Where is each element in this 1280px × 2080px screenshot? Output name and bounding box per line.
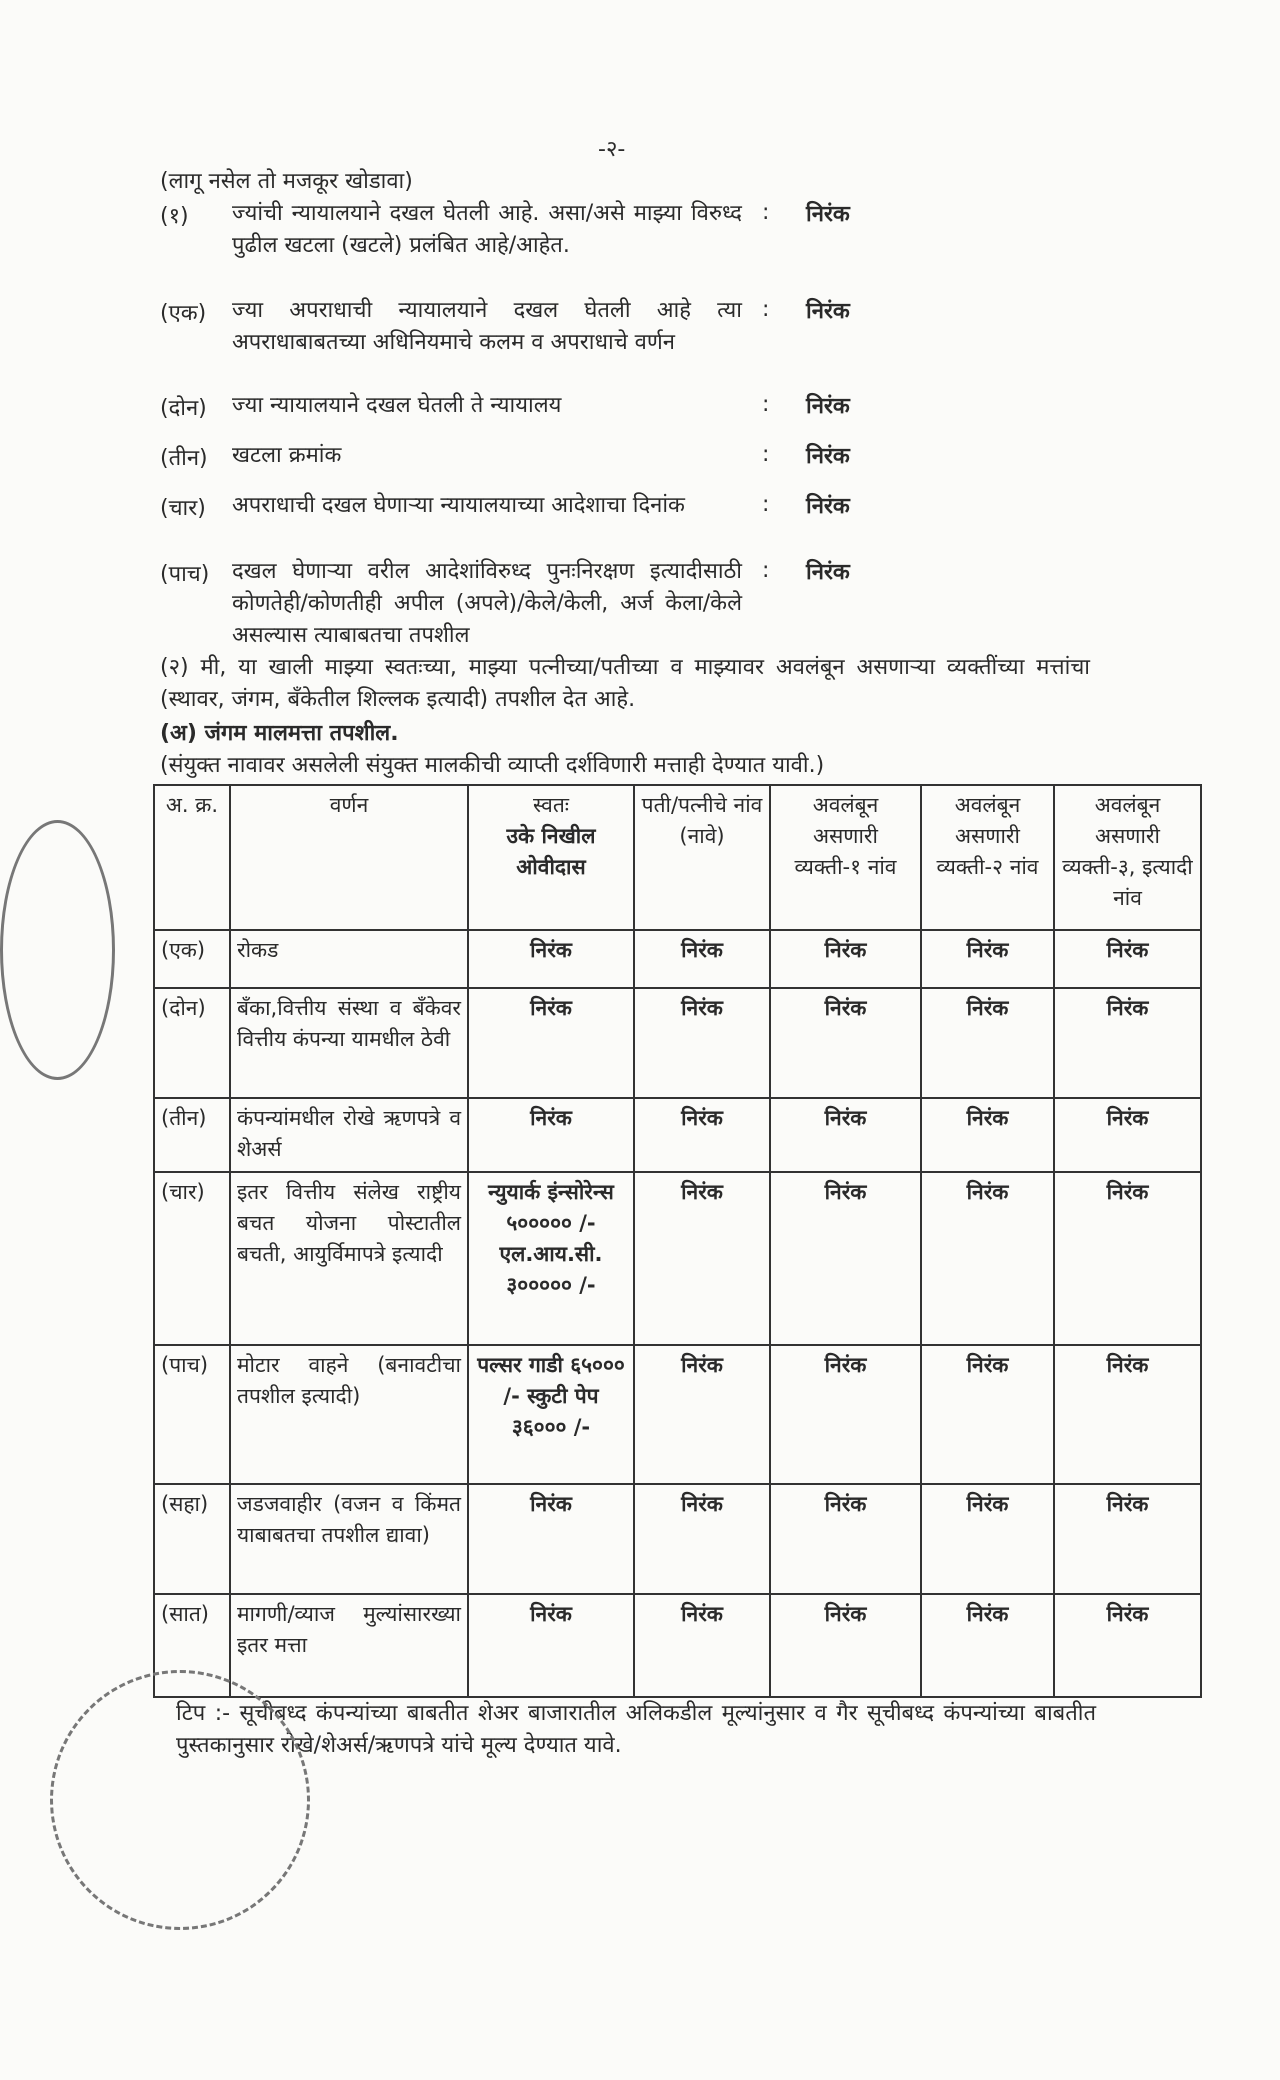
item-label: (१): [160, 204, 189, 229]
cell-dep2: निरंक: [921, 1345, 1054, 1484]
cell-dep3: निरंक: [1054, 930, 1201, 988]
table-row: [154, 1484, 1201, 1594]
cell-dep2: निरंक: [921, 1098, 1054, 1172]
cell-desc: रोकड: [230, 930, 468, 988]
cell-spouse: निरंक: [634, 930, 770, 988]
item-label: (पाच): [160, 562, 210, 587]
item-value: निरंक: [806, 494, 850, 519]
cell-self: न्युयार्क इंन्सोरेन्स ५००००० /- एल.आय.सी. ३००००० /-: [468, 1172, 634, 1345]
cell-dep1: निरंक: [770, 1484, 921, 1594]
header-self: [468, 785, 634, 930]
cell-self: निरंक: [468, 1098, 634, 1172]
paragraph-2: (२) मी, या खाली माझ्या स्वतःच्या, माझ्या पत्नीच्या/पतीच्या व माझ्यावर अवलंबून असणाऱ्या व्यक्तींच्या मत्तांचा (स्थावर, जंगम, बँकेतील शिल्लक इत्यादी) तपशील देत आहे.: [160, 655, 1090, 712]
cell-spouse: निरंक: [634, 1098, 770, 1172]
cell-desc: इतर वित्तीय संलेख राष्ट्रीय बचत योजना पोस्टातील बचती, आयुर्विमापत्रे इत्यादी: [230, 1172, 468, 1345]
cell-self: निरंक: [468, 988, 634, 1098]
movable-assets-table: [153, 784, 1202, 1698]
cell-sr: (दोन): [154, 988, 230, 1098]
cell-sr: (चार): [154, 1172, 230, 1345]
cell-dep3: निरंक: [1054, 1098, 1201, 1172]
colon: :: [762, 200, 770, 225]
item-label: (चार): [160, 496, 206, 521]
cell-sr: (सात): [154, 1594, 230, 1697]
cell-sr: (एक): [154, 930, 230, 988]
header-desc: वर्णन: [230, 785, 468, 930]
colon: :: [762, 392, 770, 417]
cell-self: निरंक: [468, 1484, 634, 1594]
cell-desc: कंपन्यांमधील रोखे ऋणपत्रे व शेअर्स: [230, 1098, 468, 1172]
item-value: निरंक: [806, 202, 850, 227]
cell-spouse: निरंक: [634, 988, 770, 1098]
cell-spouse: निरंक: [634, 1594, 770, 1697]
table-row: [154, 1345, 1201, 1484]
cell-dep2: निरंक: [921, 930, 1054, 988]
cell-dep3: निरंक: [1054, 1484, 1201, 1594]
header-spouse: पती/पत्नीचे नांव (नावे): [634, 785, 770, 930]
cell-dep1: निरंक: [770, 1345, 921, 1484]
cell-spouse: निरंक: [634, 1172, 770, 1345]
table-row: [154, 1172, 1201, 1345]
cell-sr: (तीन): [154, 1098, 230, 1172]
cell-desc: जडजवाहीर (वजन व किंमत याबाबतचा तपशील द्यावा): [230, 1484, 468, 1594]
cell-dep3: निरंक: [1054, 1594, 1201, 1697]
item-label: (दोन): [160, 396, 207, 421]
cell-desc: बँका,वित्तीय संस्था व बँकेवर वित्तीय कंपन्या यामधील ठेवी: [230, 988, 468, 1098]
notary-stamp-bottom: [50, 1670, 310, 1930]
cell-desc: मोटार वाहने (बनावटीचा तपशील इत्यादी): [230, 1345, 468, 1484]
item-text: ज्यांची न्यायालयाने दखल घेतली आहे. असा/असे माझ्या विरुध्द पुढील खटला (खटले) प्रलंबित आहे/आहेत.: [232, 201, 742, 258]
header-self-label: स्वतः: [532, 793, 570, 817]
table-row: [154, 1594, 1201, 1697]
item-value: निरंक: [806, 299, 850, 324]
cell-desc: मागणी/व्याज मुल्यांसारख्या इतर मत्ता: [230, 1594, 468, 1697]
colon: :: [762, 297, 770, 322]
colon: :: [762, 558, 770, 583]
cell-dep2: निरंक: [921, 1594, 1054, 1697]
cell-dep1: निरंक: [770, 988, 921, 1098]
item-text: ज्या न्यायालयाने दखल घेतली ते न्यायालय: [232, 393, 562, 418]
table-header-row: [154, 785, 1201, 930]
cell-dep3: निरंक: [1054, 1172, 1201, 1345]
table-row: [154, 988, 1201, 1098]
cell-sr: (सहा): [154, 1484, 230, 1594]
cell-self: निरंक: [468, 930, 634, 988]
cell-dep1: निरंक: [770, 1172, 921, 1345]
section-a-note: (संयुक्त नावावर असलेली संयुक्त मालकीची व्याप्ती दर्शविणारी मत्ताही देण्यात यावी.): [160, 753, 825, 778]
table-row: [154, 930, 1201, 988]
cell-self: पल्सर गाडी ६५००० /- स्कुटी पेप ३६००० /-: [468, 1345, 634, 1484]
item-text: दखल घेणाऱ्या वरील आदेशांविरुध्द पुनःनिरक्षण इत्यादीसाठी कोणतेही/कोणतीही अपील (अपले)/केले/केली, अर्ज केला/केले असल्यास त्याबाबतचा तपशील: [232, 559, 742, 648]
colon: :: [762, 492, 770, 517]
cell-dep3: निरंक: [1054, 1345, 1201, 1484]
cell-dep2: निरंक: [921, 988, 1054, 1098]
cell-dep2: निरंक: [921, 1172, 1054, 1345]
notary-stamp-top: [0, 820, 115, 1080]
header-dep3: अवलंबून असणारी व्यक्ती-३, इत्यादी नांव: [1054, 785, 1201, 930]
header-self-name: उके निखील ओवीदास: [506, 824, 596, 879]
item-value: निरंक: [806, 560, 850, 585]
page-number: -२-: [598, 137, 626, 162]
section-a-heading: (अ) जंगम मालमत्ता तपशील.: [160, 721, 399, 746]
item-label: (तीन): [160, 446, 208, 471]
cell-dep1: निरंक: [770, 1098, 921, 1172]
item-text: खटला क्रमांक: [232, 443, 342, 468]
cell-dep2: निरंक: [921, 1484, 1054, 1594]
item-value: निरंक: [806, 394, 850, 419]
header-dep2: अवलंबून असणारी व्यक्ती-२ नांव: [921, 785, 1054, 930]
cell-dep1: निरंक: [770, 1594, 921, 1697]
item-value: निरंक: [806, 444, 850, 469]
cell-sr: (पाच): [154, 1345, 230, 1484]
cell-spouse: निरंक: [634, 1345, 770, 1484]
footnote: टिप :- सूचीबध्द कंपन्यांच्या बाबतीत शेअर बाजारातील अलिकडील मूल्यांनुसार व गैर सूचीबध्द कंपन्यांच्या बाबतीत पुस्तकानुसार रोखे/शेअर्स/ऋणपत्रे यांचे मूल्य देण्यात यावे.: [176, 1701, 1096, 1758]
cell-self: निरंक: [468, 1594, 634, 1697]
header-dep1: अवलंबून असणारी व्यक्ती-१ नांव: [770, 785, 921, 930]
item-text: अपराधाची दखल घेणाऱ्या न्यायालयाच्या आदेशाचा दिनांक: [232, 493, 685, 518]
header-sr: अ. क्र.: [154, 785, 230, 930]
table-row: [154, 1098, 1201, 1172]
colon: :: [762, 442, 770, 467]
cell-spouse: निरंक: [634, 1484, 770, 1594]
item-label: (एक): [160, 301, 207, 326]
item-text: ज्या अपराधाची न्यायालयाने दखल घेतली आहे त्या अपराधाबाबतच्या अधिनियमाचे कलम व अपराधाचे वर्णन: [232, 298, 742, 355]
cell-dep3: निरंक: [1054, 988, 1201, 1098]
cell-dep1: निरंक: [770, 930, 921, 988]
intro-note: (लागू नसेल तो मजकूर खोडावा): [160, 169, 413, 194]
